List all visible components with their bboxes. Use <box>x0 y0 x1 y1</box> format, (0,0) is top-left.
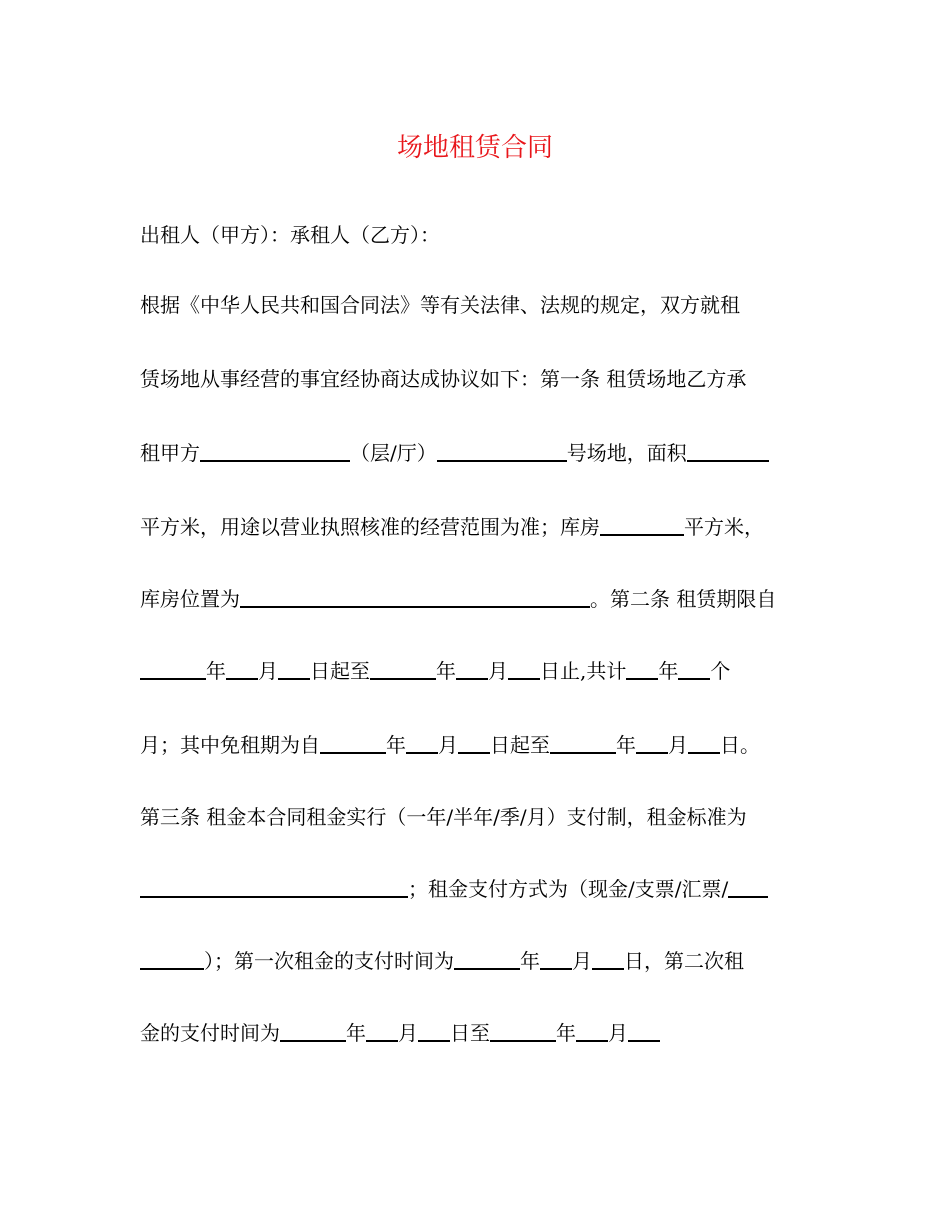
month-label: 月 <box>668 733 688 757</box>
floor-blank[interactable] <box>200 440 350 462</box>
line-10-text-b: 日，第二次租 <box>624 949 744 973</box>
payment-method-blank[interactable] <box>728 876 768 898</box>
line-11-text-b: 日至 <box>450 1021 490 1045</box>
warehouse-area-blank[interactable] <box>600 514 684 536</box>
year-label: 年 <box>520 949 540 973</box>
paragraph-line-11 <box>140 1018 820 1048</box>
from-to-label: 日起至 <box>310 659 370 683</box>
year-label: 年 <box>346 1021 366 1045</box>
parties-line <box>140 220 820 250</box>
year-label: 年 <box>436 659 456 683</box>
payment-method-blank-cont[interactable] <box>140 948 204 970</box>
rent-standard-blank[interactable] <box>140 876 408 898</box>
line-4-text-a: 平方米，用途以营业执照核准的经营范围为准；库房 <box>140 515 600 539</box>
start-day-blank[interactable] <box>278 658 310 680</box>
line-7-end: 日。 <box>720 733 760 757</box>
from-to-label: 日起至 <box>490 733 550 757</box>
second-pay-end-month-blank[interactable] <box>576 1020 608 1042</box>
start-month-blank[interactable] <box>226 658 258 680</box>
month-label: 月 <box>572 949 592 973</box>
parties-text: 出租人（甲方）：承租人（乙方）： <box>140 223 440 247</box>
line-11-text-a: 金的支付时间为 <box>140 1021 280 1045</box>
line-5-text-b: 。第二条 租赁期限自 <box>590 587 777 611</box>
paragraph-line-4 <box>140 512 820 542</box>
total-months-blank[interactable] <box>678 658 710 680</box>
end-year-blank[interactable] <box>370 658 436 680</box>
paragraph-line-3 <box>140 438 820 468</box>
free-start-day-blank[interactable] <box>458 732 490 754</box>
month-label: 月 <box>398 1021 418 1045</box>
year-label: 年 <box>616 733 636 757</box>
line-2-text: 赁场地从事经营的事宜经协商达成协议如下：第一条 租赁场地乙方承 <box>140 367 747 391</box>
second-pay-end-year-blank[interactable] <box>490 1020 556 1042</box>
area-blank[interactable] <box>687 440 769 462</box>
year-label: 年 <box>206 659 226 683</box>
line-1-text: 根据《中华人民共和国合同法》等有关法律、法规的规定，双方就租 <box>140 293 740 317</box>
month-label: 月 <box>488 659 508 683</box>
free-end-month-blank[interactable] <box>636 732 668 754</box>
end-total-label: 日止,共计 <box>540 659 627 683</box>
second-pay-year-blank[interactable] <box>280 1020 346 1042</box>
second-pay-month-blank[interactable] <box>366 1020 398 1042</box>
total-years-blank[interactable] <box>626 658 658 680</box>
paragraph-line-8 <box>140 802 820 832</box>
end-month-blank[interactable] <box>456 658 488 680</box>
paragraph-line-1 <box>140 290 820 320</box>
year-label: 年 <box>658 659 679 683</box>
month-label: 月 <box>438 733 458 757</box>
warehouse-location-blank[interactable] <box>240 586 590 608</box>
paragraph-line-10 <box>140 946 820 976</box>
line-9-text: ；租金支付方式为（现金/支票/汇票/ <box>408 877 729 901</box>
year-label: 年 <box>386 733 406 757</box>
line-3-text-b: （层/厅） <box>350 441 437 465</box>
first-pay-day-blank[interactable] <box>592 948 624 970</box>
document-title: 场地租赁合同 <box>396 133 553 163</box>
first-pay-year-blank[interactable] <box>454 948 520 970</box>
line-8-text: 第三条 租金本合同租金实行（一年/半年/季/月）支付制，租金标准为 <box>140 805 747 829</box>
month-label: 月 <box>258 659 278 683</box>
paragraph-line-9 <box>140 874 820 904</box>
year-label: 年 <box>556 1021 576 1045</box>
free-end-year-blank[interactable] <box>550 732 616 754</box>
line-10-text-a: ）；第一次租金的支付时间为 <box>204 949 454 973</box>
end-day-blank[interactable] <box>508 658 540 680</box>
free-start-month-blank[interactable] <box>406 732 438 754</box>
ge-label: 个 <box>710 659 731 683</box>
paragraph-line-5 <box>140 584 820 614</box>
line-5-text-a: 库房位置为 <box>140 587 240 611</box>
site-number-blank[interactable] <box>437 440 567 462</box>
first-pay-month-blank[interactable] <box>540 948 572 970</box>
paragraph-line-2 <box>140 364 820 394</box>
line-7-start: 月；其中免租期为自 <box>140 733 320 757</box>
paragraph-line-7 <box>140 730 820 760</box>
free-end-day-blank[interactable] <box>688 732 720 754</box>
second-pay-day-blank[interactable] <box>418 1020 450 1042</box>
line-3-text-c: 号场地，面积 <box>566 441 687 465</box>
paragraph-line-6 <box>140 656 820 686</box>
start-year-blank[interactable] <box>140 658 206 680</box>
line-4-text-b: 平方米， <box>684 515 764 539</box>
month-label: 月 <box>608 1021 628 1045</box>
line-3-text-a: 租甲方 <box>140 441 200 465</box>
second-pay-end-day-blank[interactable] <box>628 1020 660 1042</box>
free-start-year-blank[interactable] <box>320 732 386 754</box>
